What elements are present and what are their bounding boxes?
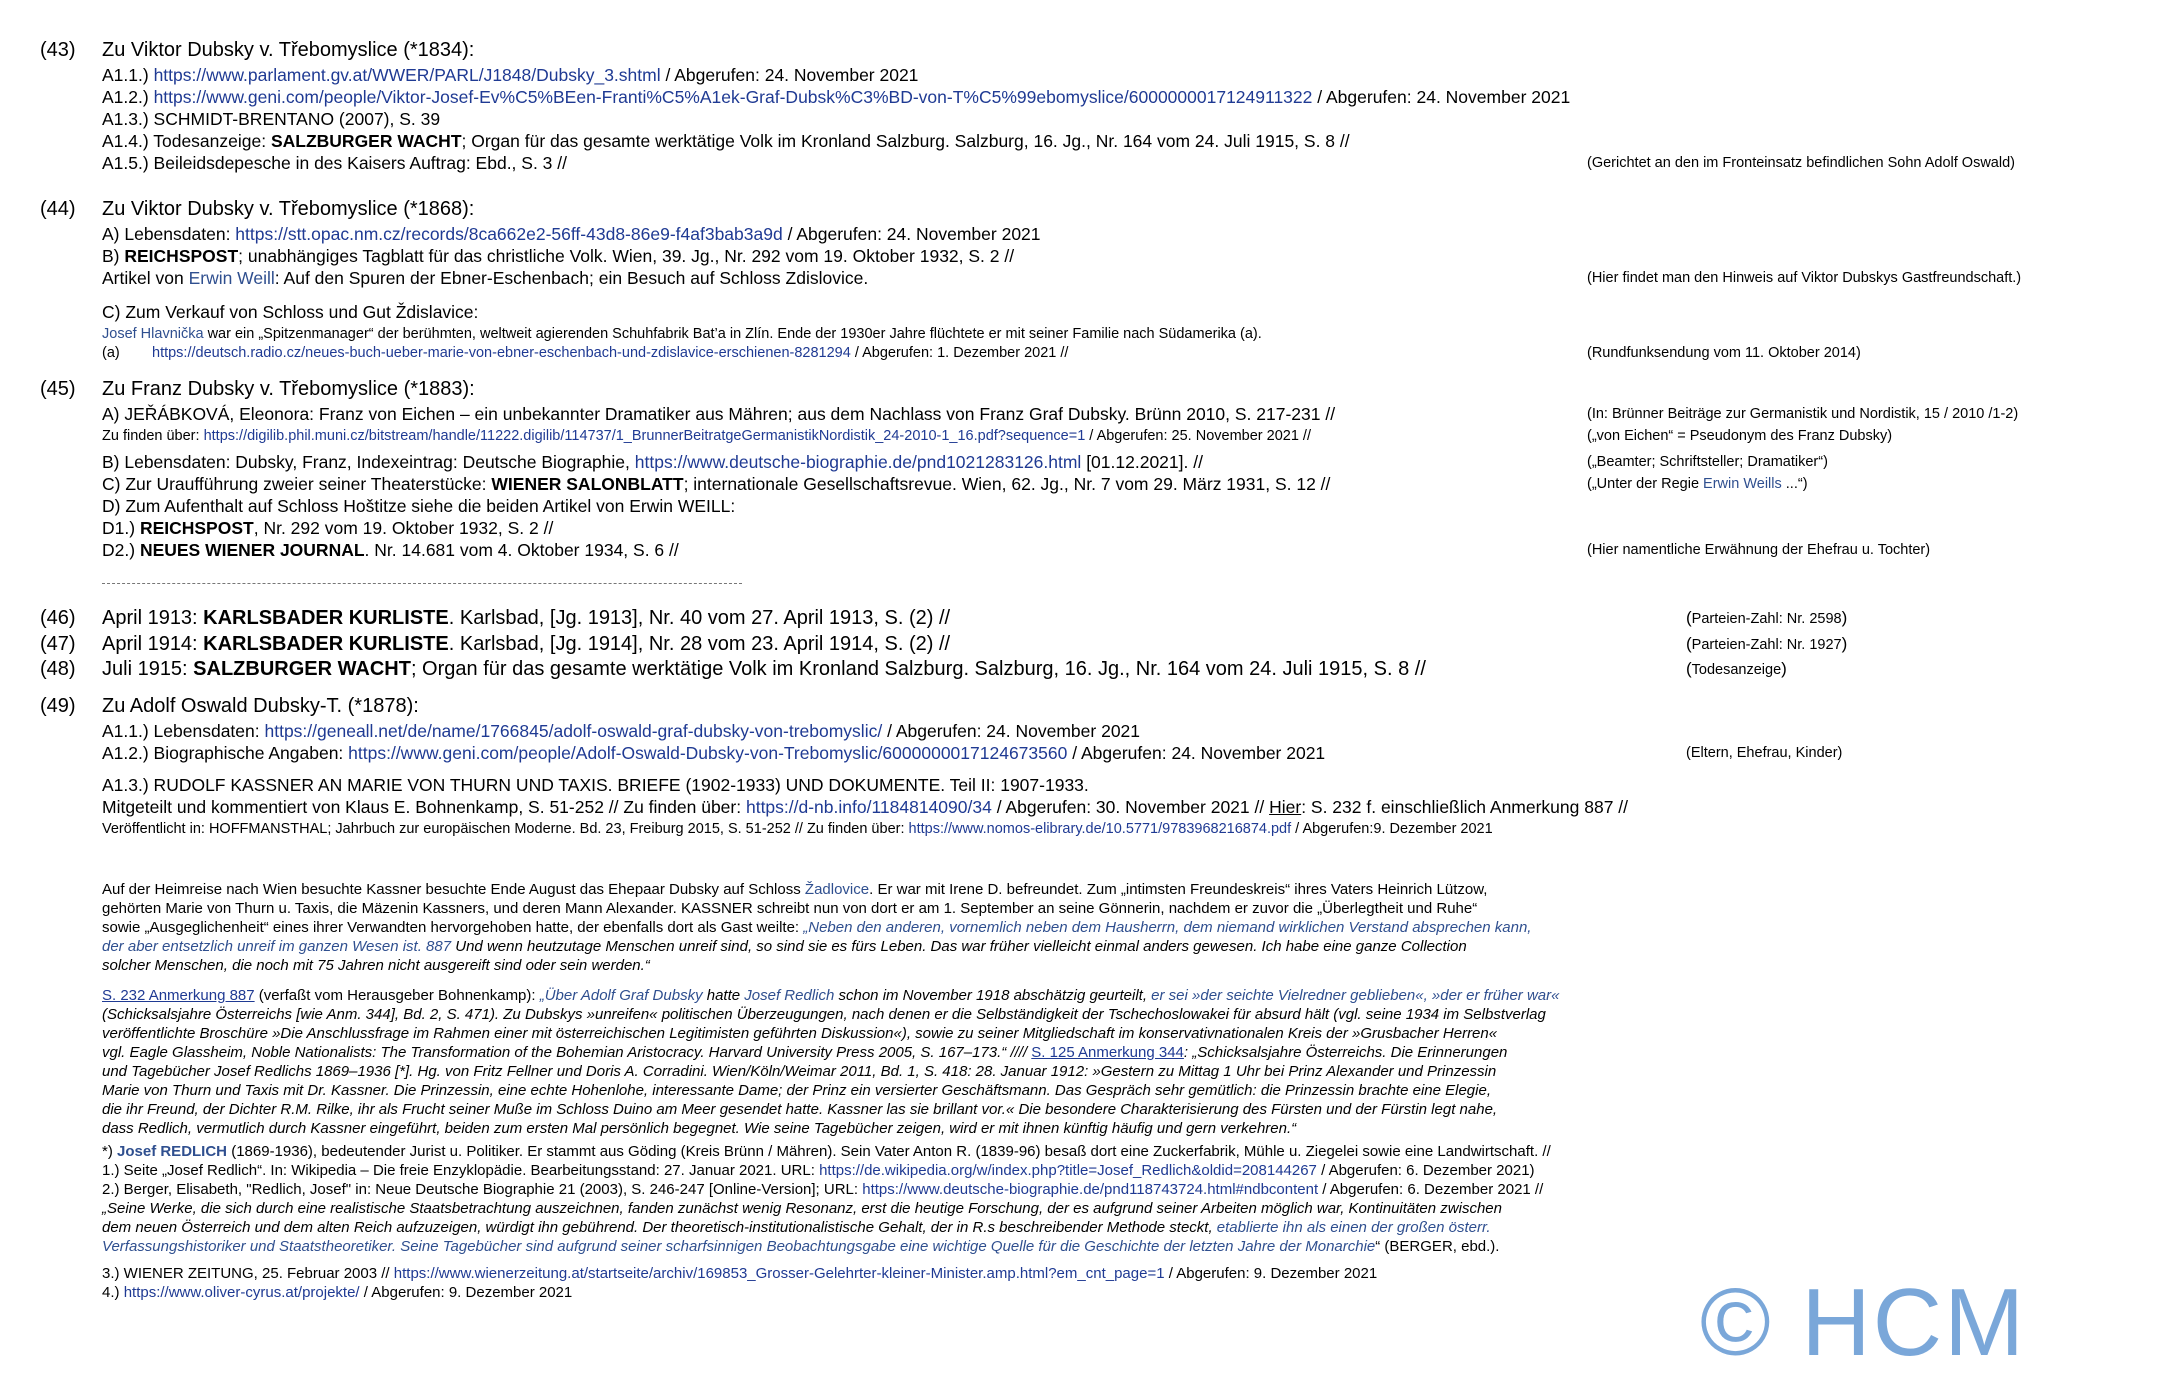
side-note: (Hier findet man den Hinweis auf Viktor Dubskys Gastfreundschaft.) [1587,270,2022,286]
quote-text: : „Schicksalsjahre Österreichs. Die Erinnerungen [1183,1044,1508,1061]
body-text: gehörten Marie von Thurn u. Taxis, die Mäzenin Kassners, und deren Mann Alexander. KASSNER schreibt nun von dort er am 1. September an seine Gönnerin, nachdem er zuvor die „Überlegtheit und Ruhe“ [102,900,1478,917]
quote-text: Marie von Thurn und Taxis mit Dr. Kassner. Die Prinzessin, eine echte Hohenlohe, interessante Dame; der Prinz ein versierter Geschäftsmann. Das Gespräch sehr gemütlich: die Prinzessin brachte eine Elegie, [102,1082,1491,1099]
ref-text: / Abgerufen: 1. Dezember 2021 // [850,345,1069,361]
ref-link[interactable]: https://www.wienerzeitung.at/startseite/archiv/169853_Grosser-Gelehrter-kleiner-Minister.amp.html?em_cnt_page=1 [393,1265,1165,1282]
entry-46 [40,606,2150,630]
body-text: 1.) Seite „Josef Redlich“. In: Wikipedia – Die freie Enzyklopädie. Bearbeitungsstand: 27. Januar 2021. URL: [102,1162,820,1179]
newspaper-title: SALZBURGER WACHT [270,131,462,151]
body-text: 2.) Berger, Elisabeth, "Redlich, Josef" in: Neue Deutsche Biographie 21 (2003), S. 246-247 [Online-Version]; URL: [102,1181,863,1198]
ref-text: / Abgerufen: 25. November 2021 // [1085,428,1311,444]
ref-label: A1.1.) Lebensdaten: [102,721,265,741]
newspaper-title: NEUES WIENER JOURNAL [139,540,365,560]
ref-link[interactable]: https://digilib.phil.muni.cz/bitstream/handle/11222.digilib/114737/1_BrunnerBeitratgeGermanistikNordistik_24-2010-1_16.pdf?sequence=1 [203,428,1086,444]
ref-text: Juli 1915: [102,658,194,680]
ref-text: April 1913: [102,607,204,629]
ref-text: [01.12.2021]. // [1081,452,1203,472]
quote-text: der aber entsetzlich unreif im ganzen Wesen ist. 887 [102,938,452,955]
ref-link[interactable]: https://deutsch.radio.cz/neues-buch-ueber-marie-von-ebner-eschenbach-und-zdislavice-erschienen-8281294 [152,345,851,361]
ref-label: Zu finden über: [102,428,204,444]
side-note: (Hier namentliche Erwähnung der Ehefrau u. Tochter) [1587,542,1931,558]
body-text: (verfaßt vom Herausgeber Bohnenkamp): [254,987,540,1004]
quote-text: er sei »der seichte Vielredner geblieben«, »der er früher war« [1151,987,1560,1004]
ref-text: Mitgeteilt und kommentiert von Klaus E. Bohnenkamp, S. 51-252 // Zu finden über: [102,797,746,817]
copyright-watermark: © HCM [1700,1269,2027,1376]
side-note: ) [1841,608,1848,627]
body-text: . Er war mit Irene D. befreundet. Zum „intimsten Freundeskreis“ ihres Vaters Heinrich Lützow, [869,881,1488,898]
ref-link[interactable]: https://geneall.net/de/name/1766845/adolf-oswald-graf-dubsky-von-trebomyslic/ [264,721,883,741]
ref-text: ; Organ für das gesamte werktätige Volk im Kronland Salzburg. Salzburg, 16. Jg., Nr. 164 vom 24. Juli 1915, S. 8 // [461,131,1350,151]
paragraph-kassner [102,880,1762,975]
side-note: (Eltern, Ehefrau, Kinder) [1686,745,1843,761]
ref-text: : S. 232 f. einschließlich Anmerkung 887 // [1301,797,1629,817]
entry-number: (43) [40,39,76,61]
ref-link[interactable]: https://de.wikipedia.org/w/index.php?title=Josef_Redlich&oldid=208144267 [819,1162,1317,1179]
side-note: ) [1841,634,1848,653]
body-text: / Abgerufen: 6. Dezember 2021 // [1318,1181,1544,1198]
newspaper-title: REICHSPOST [124,246,239,266]
body-text: / Abgerufen: 9. Dezember 2021 [359,1284,573,1301]
quote-text: dass Redlich, vermutlich durch Kassner eingeführt, beiden zum ersten Mal persönlich begegnet. Wie seine Tagebücher zeigen, wird er mit ihnen künftig häufig und gern verkehren.“ [102,1120,1297,1137]
quote-text: veröffentlichte Broschüre »Die Anschlussfrage im Rahmen einer mit österreichischen Legitimisten geführten Diskussion«), sowie zu seiner Mitgliedschaft im konservativnationalen Kreis der »Grusbacher Herren« [102,1025,1498,1042]
quote-text: solcher Menschen, die noch mit 75 Jahren nicht ausgereift sind oder sein werden.“ [102,957,650,974]
entry-title: Zu Adolf Oswald Dubsky-T. (*1878): [102,695,419,717]
ref-link[interactable]: https://www.oliver-cyrus.at/projekte/ [123,1284,360,1301]
person-name: Josef Redlich [744,987,835,1004]
quote-highlight: Verfassungshistoriker und Staatstheoretiker. Seine Tagebücher sind aufgrund seiner scharfsinnigen Beobachtungsgabe eine wichtige Quelle für die Geschichte der letzten Jahre der Monarchie [102,1238,1376,1255]
entry-43 [40,38,2150,174]
entry-number: (45) [40,378,76,400]
entry-44 [40,197,2150,362]
side-note: ( [1686,634,1692,653]
ref-text: / Abgerufen: 24. November 2021 [782,224,1041,244]
author-name: Erwin Weills [1703,476,1782,492]
ref-text: B) Lebensdaten: Dubsky, Franz, Indexeintrag: Deutsche Biographie, [102,452,635,472]
quote-text: hatte [702,987,745,1004]
ref-text: war ein „Spitzenmanager“ der berühmten, weltweit agierenden Schuhfabrik Bat’a in Zlín. Ende der 1930er Jahre flüchtete er mit seiner Familie nach Südamerika (a). [203,326,1262,342]
ref-text: , Nr. 292 vom 19. Oktober 1932, S. 2 // [253,518,554,538]
entry-number: (44) [40,198,76,220]
ref-text: / Abgerufen:9. Dezember 2021 [1291,821,1493,837]
entry-number: (49) [40,695,76,717]
ref-text: C) Zur Uraufführung zweier seiner Theaterstücke: [102,474,492,494]
quote-highlight: etablierte ihn als einen der großen österr. [1216,1219,1491,1236]
ref-text: April 1914: [102,633,204,655]
author-name: Erwin Weill [188,268,275,288]
ref-text: / Abgerufen: 30. November 2021 // [991,797,1270,817]
side-note: ( [1686,608,1692,627]
ref-text: Veröffentlicht in: HOFFMANSTHAL; Jahrbuch zur europäischen Moderne. Bd. 23, Freiburg 2015, S. 51-252 // Zu finden über: [102,821,909,837]
side-note: ( [1686,659,1692,678]
person-name: Josef Hlavnička [102,326,204,342]
quote-text: vgl. Eagle Glassheim, Noble Nationalists: The Transformation of the Bohemian Aristocracy. Harvard University Press 2005, S. 167–173.“ //// [102,1044,1032,1061]
ref-text: ; internationale Gesellschaftsrevue. Wien, 62. Jg., Nr. 7 vom 29. März 1931, S. 12 // [683,474,1331,494]
ref-link[interactable]: https://www.nomos-elibrary.de/10.5771/9783968216874.pdf [908,821,1292,837]
entry-48 [40,657,2150,681]
entry-title: Zu Viktor Dubsky v. Třebomyslice (*1868): [102,198,475,220]
body-text: / Abgerufen: 6. Dezember 2021) [1316,1162,1535,1179]
body-text: 3.) WIENER ZEITUNG, 25. Februar 2003 // [102,1265,394,1282]
side-note: ) [1781,659,1787,678]
ref-label: B) [102,246,125,266]
body-text: “ (BERGER, ebd.). [1375,1238,1500,1255]
entry-number: (46) [40,607,76,629]
ref-text: / Abgerufen: 24. November 2021 [1067,743,1326,763]
quote-text: und Tagebücher Josef Redlichs 1869–1936 [*]. Hg. von Fritz Fellner und Doris A. Corradini. Wien/Köln/Weimar 2011, Bd. 1, S. 418: 28. Januar 1912: »Gestern zu Mittag 1 Uhr bei Prinz Alexander und Prinzessin [102,1063,1497,1080]
ref-text: / Abgerufen: 24. November 2021 [882,721,1141,741]
ref-label: A1.4.) Todesanzeige: [102,131,271,151]
ref-link[interactable]: https://www.geni.com/people/Adolf-Oswald-Dubsky-von-Trebomyslic/6000000017124673560 [348,743,1068,763]
entry-title: Zu Franz Dubsky v. Třebomyslice (*1883): [102,378,475,400]
ref-text: D) Zum Aufenthalt auf Schloss Hoštitze siehe die beiden Artikel von Erwin WEILL: [102,496,736,516]
ref-link[interactable]: https://www.deutsche-biographie.de/pnd1021283126.html [634,452,1082,472]
quote-text: dem neuen Österreich und dem alten Reich aufzuzeigen, würdigt ihn gebührend. Der theoretisch-institutionalistische Gehalt, der in R.s beschreibender Methode steckt, [102,1219,1217,1236]
quote-text: schon im November 1918 abschätzig geurteilt, [834,987,1152,1004]
newspaper-title: SALZBURGER WACHT [193,658,411,680]
newspaper-title: WIENER SALONBLATT [491,474,684,494]
newspaper-title: KARLSBADER KURLISTE [203,633,449,655]
body-text: sowie „Ausgeglichenheit“ eines ihrer Verwandten hervorgehoben hatte, der ebenfalls dort als Gast weilte: [102,919,804,936]
newspaper-title: REICHSPOST [139,518,254,538]
quote-text: Und wenn heutzutage Menschen unreif sind, so sind sie es fürs Leben. Das war früher vielleicht einmal anders gewesen. Ich habe eine ganze Collection [451,938,1467,955]
ref-link[interactable]: https://stt.opac.nm.cz/records/8ca662e2-56ff-43d8-86e9-f4af3bab3a9d [235,224,783,244]
side-note: („von Eichen“ = Pseudonym des Franz Dubsky) [1587,428,1893,444]
ref-link[interactable]: https://www.parlament.gv.at/WWER/PARL/J1848/Dubsky_3.shtml [153,65,661,85]
ref-text: C) Zum Verkauf von Schloss und Gut Ždislavice: [102,302,479,322]
body-text: / Abgerufen: 9. Dezember 2021 [1164,1265,1378,1282]
body-text: (1869-1936), bedeutender Jurist u. Politiker. Er stammt aus Göding (Kreis Brünn / Mähren). Sein Vater Anton R. (1839-96) besaß dort eine Zuckerfabrik, Mühle u. Ziegelei sowie eine Landwirtschaft. // [227,1143,1551,1160]
side-note: Todesanzeige [1691,662,1782,678]
entry-45 [40,377,2150,561]
quote-text: „Seine Werke, die sich durch eine realistische Staatsbetrachtung auszeichnen, fanden zunächst wenig Resonanz, erst die heutige Forschung, der es aufgrund seiner Arbeiten möglich war, Kontinuitäten zwischen [102,1200,1502,1217]
ref-text: . Nr. 14.681 vom 4. Oktober 1934, S. 6 // [364,540,679,560]
entry-number: (47) [40,633,76,655]
ref-text: . Karlsbad, [Jg. 1914], Nr. 28 vom 23. April 1914, S. (2) // [448,633,951,655]
entry-number: (48) [40,658,76,680]
annotation-ref[interactable]: S. 232 Anmerkung 887 [102,987,255,1004]
ref-link[interactable]: https://www.geni.com/people/Viktor-Josef-Ev%C5%BEen-Franti%C5%A1ek-Graf-Dubsk%C3%BD-von-T%C5%99ebomyslice/6000000017124911322 [153,87,1313,107]
separator-line [102,583,742,584]
ref-text: A) JEŘÁBKOVÁ, Eleonora: Franz von Eichen – ein unbekannter Dramatiker aus Mähren; aus dem Nachlass von Franz Graf Dubsky. Brünn 2010, S. 217-231 // [102,404,1336,424]
ref-link[interactable]: https://d-nb.info/1184814090/34 [745,797,992,817]
hier-marker: Hier [1269,797,1302,817]
body-text: Auf der Heimreise nach Wien besuchte Kassner besuchte Ende August das Ehepaar Dubsky auf Schloss [102,881,805,898]
ref-text: Artikel von [102,268,189,288]
paragraph-redlich [102,1142,1762,1302]
ref-text: . Karlsbad, [Jg. 1913], Nr. 40 vom 27. April 1913, S. (2) // [448,607,951,629]
ref-label: A1.1.) [102,65,154,85]
person-name: Josef REDLICH [117,1143,228,1160]
body-text: *) [102,1143,117,1160]
annotation-ref[interactable]: S. 125 Anmerkung 344 [1031,1044,1184,1061]
side-note: (Rundfunksendung vom 11. Oktober 2014) [1587,345,1861,361]
ref-label: D2.) [102,540,140,560]
ref-link[interactable]: https://www.deutsche-biographie.de/pnd118743724.html#ndbcontent [862,1181,1319,1198]
entry-49 [40,694,2150,840]
quote-text: „Neben den anderen, vornemlich neben dem Hausherrn, dem niemand wirklichen Verstand absprechen kann, [803,919,1532,936]
side-note: (Gerichtet an den im Fronteinsatz befindlichen Sohn Adolf Oswald) [1587,155,2015,171]
side-note: („Beamter; Schriftsteller; Dramatiker“) [1587,454,1828,470]
ref-text: / Abgerufen: 24. November 2021 [1312,87,1571,107]
ref-label: A1.2.) Biographische Angaben: [102,743,349,763]
side-note: (In: Brünner Beiträge zur Germanistik und Nordistik, 15 / 2010 /1-2) [1587,406,2019,422]
ref-text: A1.3.) SCHMIDT-BRENTANO (2007), S. 39 [102,109,441,129]
side-note: ...“) [1781,476,1808,492]
ref-text: A1.3.) RUDOLF KASSNER AN MARIE VON THURN UND TAXIS. BRIEFE (1902-1933) UND DOKUMENTE. Teil II: 1907-1933. [102,775,1089,795]
quote-text: (Schicksalsjahre Österreichs [wie Anm. 344], Bd. 2, S. 471). Zu Dubskys »unreifen« politischen Überzeugungen, nach denen er die Selbständigkeit der Tschechoslowakei für absurd hält (vgl. seine 1934 im Selbstverlag [102,1006,1546,1023]
place-name: Žadlovice [804,881,870,898]
ref-text: ; unabhängiges Tagblatt für das christliche Volk. Wien, 39. Jg., Nr. 292 vom 19. Oktober 1932, S. 2 // [238,246,1015,266]
ref-label: A1.2.) [102,87,154,107]
ref-label: D1.) [102,518,140,538]
side-note: Parteien-Zahl: Nr. 1927 [1691,637,1842,653]
ref-label: A) Lebensdaten: [102,224,236,244]
ref-text: A1.5.) Beileidsdepesche in des Kaisers Auftrag: Ebd., S. 3 // [102,153,567,173]
newspaper-title: KARLSBADER KURLISTE [203,607,449,629]
ref-text: : Auf den Spuren der Ebner-Eschenbach; ein Besuch auf Schloss Zdislovice. [274,268,869,288]
body-text: 4.) [102,1284,124,1301]
ref-text: ; Organ für das gesamte werktätige Volk im Kronland Salzburg. Salzburg, 16. Jg., Nr. 164 vom 24. Juli 1915, S. 8 // [410,658,1426,680]
quote-text: „Über Adolf Graf Dubsky [539,987,703,1004]
quote-text: die ihr Freund, der Dichter R.M. Rilke, ihr als Frucht seiner Muße im Schloss Duino am Meer gesendet hatte. Kassner las sie brillant vor.« Die besondere Charakterisierung des Fürsten und der Fürstin legt nahe, [102,1101,1498,1118]
entry-47 [40,632,2150,656]
ref-text: / Abgerufen: 24. November 2021 [660,65,919,85]
entry-title: Zu Viktor Dubsky v. Třebomyslice (*1834): [102,39,475,61]
ref-label: (a) [102,345,120,361]
side-note: („Unter der Regie [1587,476,1704,492]
paragraph-annotation-887 [102,986,1762,1138]
side-note: Parteien-Zahl: Nr. 2598 [1691,611,1842,627]
